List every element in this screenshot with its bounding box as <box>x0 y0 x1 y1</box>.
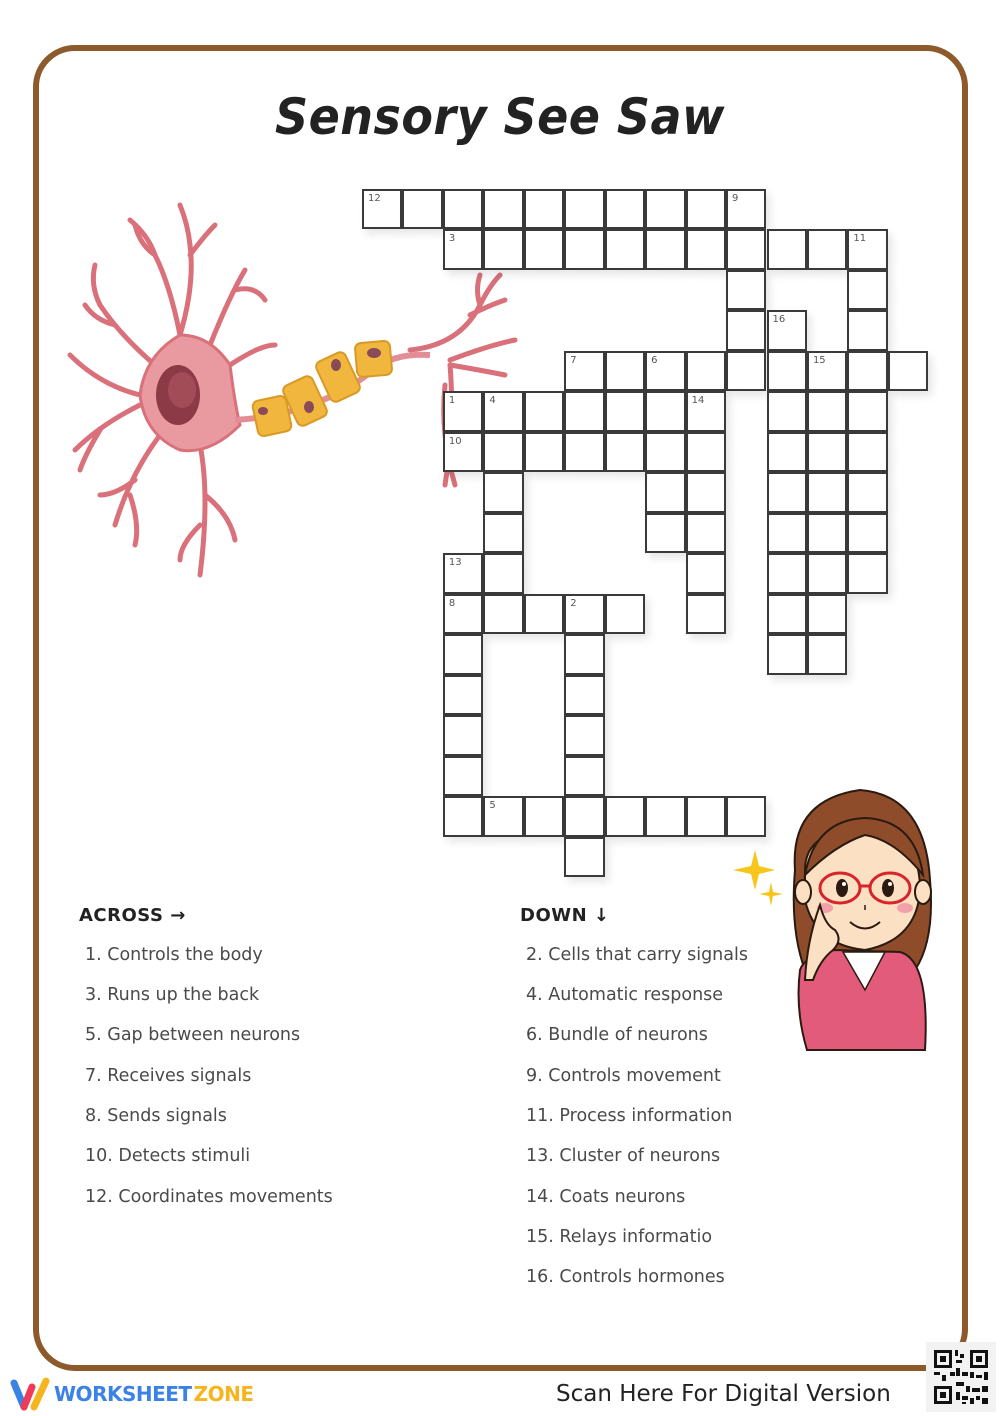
crossword-cell[interactable] <box>483 796 523 836</box>
crossword-cell[interactable] <box>443 594 483 634</box>
down-clue: 9. Controls movement <box>526 1066 721 1086</box>
crossword-cell[interactable] <box>726 310 766 350</box>
crossword-cell[interactable] <box>443 675 483 715</box>
across-clue: 12. Coordinates movements <box>85 1187 333 1207</box>
crossword-cell[interactable] <box>767 513 807 553</box>
crossword-cell[interactable] <box>645 513 685 553</box>
across-clue: 5. Gap between neurons <box>85 1025 301 1045</box>
clue-number: 4 <box>489 395 496 407</box>
across-clue: 8. Sends signals <box>85 1106 227 1126</box>
down-clue: 15. Relays informatio <box>526 1227 713 1247</box>
crossword-cell[interactable] <box>888 351 928 391</box>
crossword-cell[interactable] <box>686 553 726 593</box>
crossword-cell[interactable] <box>847 513 887 553</box>
down-clue: 6. Bundle of neurons <box>526 1025 708 1045</box>
crossword-cell[interactable] <box>402 189 442 229</box>
crossword-cell[interactable] <box>807 553 847 593</box>
crossword-cell[interactable] <box>807 634 847 674</box>
across-clue: 10. Detects stimuli <box>85 1146 251 1166</box>
crossword-cell[interactable] <box>726 189 766 229</box>
crossword-cell[interactable] <box>524 432 564 472</box>
down-clue: 11. Process information <box>526 1106 733 1126</box>
logo-text-zone: ZONE <box>193 1382 254 1406</box>
crossword-cell[interactable] <box>645 391 685 431</box>
clue-number: 3 <box>448 233 456 245</box>
crossword-cell[interactable] <box>362 189 402 229</box>
crossword-cell[interactable] <box>564 391 604 431</box>
crossword-cell[interactable] <box>847 432 887 472</box>
crossword-cell[interactable] <box>564 837 604 877</box>
logo-mark-icon <box>10 1377 54 1411</box>
crossword-cell[interactable] <box>767 634 807 674</box>
crossword-cell[interactable] <box>767 229 807 269</box>
crossword-cell[interactable] <box>443 391 483 431</box>
crossword-cell[interactable] <box>524 229 564 269</box>
crossword-cell[interactable] <box>686 391 726 431</box>
crossword-cell[interactable] <box>726 270 766 310</box>
clue-number: 6 <box>651 354 658 366</box>
clue-number: 9 <box>732 193 739 204</box>
clue-number: 2 <box>570 597 577 609</box>
crossword-cell[interactable] <box>524 594 564 634</box>
crossword-cell[interactable] <box>847 472 887 512</box>
crossword-cell[interactable] <box>443 715 483 755</box>
crossword-cell[interactable] <box>564 796 604 836</box>
down-clue: 13. Cluster of neurons <box>526 1146 721 1166</box>
crossword-cell[interactable] <box>605 189 645 229</box>
crossword-cell[interactable] <box>605 796 645 836</box>
crossword-cell[interactable] <box>564 229 604 269</box>
crossword-cell[interactable] <box>767 391 807 431</box>
clue-number: 12 <box>368 193 381 204</box>
clue-number: 15 <box>812 354 826 366</box>
crossword-cell[interactable] <box>767 310 807 350</box>
crossword-cell[interactable] <box>443 796 483 836</box>
crossword-cell[interactable] <box>564 351 604 391</box>
across-clue: 7. Receives signals <box>85 1066 252 1086</box>
crossword-cell[interactable] <box>847 229 887 269</box>
crossword-cell[interactable] <box>605 391 645 431</box>
crossword-cell[interactable] <box>564 594 604 634</box>
clue-number: 16 <box>772 314 786 326</box>
crossword-cell[interactable] <box>847 553 887 593</box>
crossword-cell[interactable] <box>686 229 726 269</box>
crossword-cell[interactable] <box>483 472 523 512</box>
crossword-cell[interactable] <box>483 553 523 593</box>
crossword-cell[interactable] <box>483 229 523 269</box>
crossword-cell[interactable] <box>807 351 847 391</box>
crossword-cell[interactable] <box>807 391 847 431</box>
crossword-cell[interactable] <box>564 189 604 229</box>
down-clue: 14. Coats neurons <box>526 1187 686 1207</box>
crossword-cell[interactable] <box>443 229 483 269</box>
crossword-cell[interactable] <box>483 189 523 229</box>
crossword-cell[interactable] <box>483 513 523 553</box>
crossword-cell[interactable] <box>443 634 483 674</box>
clue-number: 5 <box>489 800 496 812</box>
down-clue: 16. Controls hormones <box>526 1267 725 1287</box>
crossword-cell[interactable] <box>847 310 887 350</box>
crossword-cell[interactable] <box>847 270 887 310</box>
crossword-cell[interactable] <box>443 756 483 796</box>
across-clue: 1. Controls the body <box>85 945 263 965</box>
crossword-cell[interactable] <box>807 472 847 512</box>
crossword-cell[interactable] <box>847 351 887 391</box>
scan-text: Scan Here For Digital Version <box>556 1381 891 1407</box>
crossword-cell[interactable] <box>524 189 564 229</box>
crossword-cell[interactable] <box>443 553 483 593</box>
clue-number: 1 <box>448 395 456 407</box>
crossword-cell[interactable] <box>767 594 807 634</box>
crossword-cell[interactable] <box>686 472 726 512</box>
crossword-cell[interactable] <box>524 796 564 836</box>
clue-number: 7 <box>570 354 577 366</box>
crossword-cell[interactable] <box>605 229 645 269</box>
worksheetzone-logo[interactable] <box>10 1376 253 1412</box>
crossword-cell[interactable] <box>564 634 604 674</box>
teacher-illustration <box>725 780 940 1060</box>
crossword-cell[interactable] <box>483 594 523 634</box>
crossword-cell[interactable] <box>443 432 483 472</box>
crossword-cell[interactable] <box>686 594 726 634</box>
crossword-cell[interactable] <box>847 391 887 431</box>
crossword-cell[interactable] <box>524 391 564 431</box>
crossword-cell[interactable] <box>686 189 726 229</box>
crossword-cell[interactable] <box>605 432 645 472</box>
crossword-cell[interactable] <box>807 229 847 269</box>
across-clue: 3. Runs up the back <box>85 985 260 1005</box>
crossword-cell[interactable] <box>564 715 604 755</box>
clue-number: 13 <box>448 557 462 569</box>
across-heading: ACROSS → <box>79 905 186 926</box>
crossword-cell[interactable] <box>605 594 645 634</box>
page-title: Sensory See Saw <box>275 88 725 146</box>
clue-number: 10 <box>448 435 462 447</box>
clue-number: 8 <box>448 597 456 609</box>
crossword-cell[interactable] <box>686 351 726 391</box>
crossword-cell[interactable] <box>767 432 807 472</box>
qr-code-icon[interactable] <box>926 1342 996 1412</box>
down-heading: DOWN ↓ <box>520 905 610 926</box>
crossword-cell[interactable] <box>443 189 483 229</box>
crossword-cell[interactable] <box>686 432 726 472</box>
logo-text-worksheet: WORKSHEET <box>54 1382 192 1406</box>
crossword-cell[interactable] <box>645 796 685 836</box>
crossword-cell[interactable] <box>483 432 523 472</box>
crossword-cell[interactable] <box>767 351 807 391</box>
crossword-cell[interactable] <box>645 189 685 229</box>
crossword-cell[interactable] <box>686 796 726 836</box>
crossword-cell[interactable] <box>605 351 645 391</box>
crossword-cell[interactable] <box>564 756 604 796</box>
crossword-cell[interactable] <box>767 472 807 512</box>
crossword-cell[interactable] <box>726 229 766 269</box>
crossword-grid <box>362 189 929 878</box>
crossword-cell[interactable] <box>726 351 766 391</box>
crossword-cell[interactable] <box>645 432 685 472</box>
crossword-cell[interactable] <box>564 675 604 715</box>
crossword-cell[interactable] <box>767 553 807 593</box>
crossword-cell[interactable] <box>645 472 685 512</box>
crossword-cell[interactable] <box>483 391 523 431</box>
down-clue: 2. Cells that carry signals <box>526 945 748 965</box>
crossword-cell[interactable] <box>645 351 685 391</box>
clue-number: 14 <box>691 395 705 407</box>
crossword-cell[interactable] <box>807 513 847 553</box>
crossword-cell[interactable] <box>807 432 847 472</box>
crossword-cell[interactable] <box>807 594 847 634</box>
crossword-cell[interactable] <box>686 513 726 553</box>
crossword-cell[interactable] <box>645 229 685 269</box>
crossword-cell[interactable] <box>564 432 604 472</box>
down-clue: 4. Automatic response <box>526 985 724 1005</box>
clue-number: 11 <box>853 233 867 245</box>
